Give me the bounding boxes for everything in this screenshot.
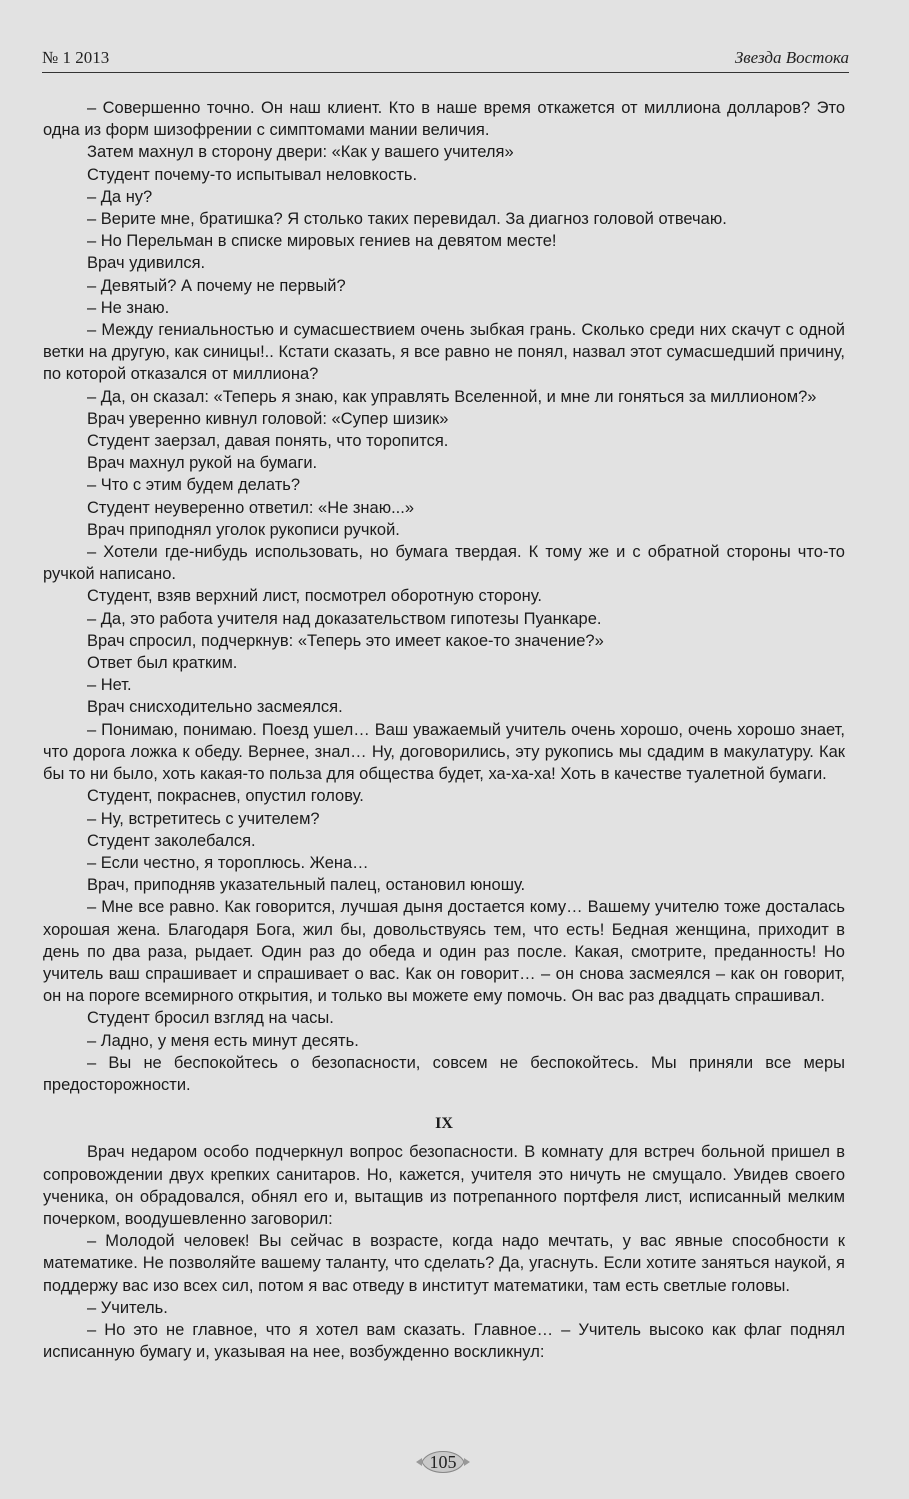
paragraph: Врач спросил, подчеркнув: «Теперь это имеет какое-то значение?»: [87, 631, 604, 650]
paragraph: – Да ну?: [87, 187, 153, 206]
paragraph: Врач, приподняв указательный палец, остановил юношу.: [87, 876, 526, 895]
chapter-heading: IX: [435, 1115, 453, 1133]
paragraph: – Нет.: [87, 676, 132, 695]
paragraph: – Учитель.: [87, 1298, 168, 1317]
paragraph: – Девятый? А почему не первый?: [87, 276, 346, 295]
paragraph: Врач недаром особо подчеркнул вопрос безопасности. В комнату для встреч больной пришел в сопровождении двух крепких санитаров. Но, кажется, учителя это ничуть не смущало. Увидев своего ученика, он обрадовался, обнял его и, вытащив из потрепанного портфеля лист, исписанный мелким почерком, воодушевленно заговорил:: [43, 1143, 845, 1228]
paragraph: Студент, взяв верхний лист, посмотрел оборотную сторону.: [87, 587, 542, 606]
paragraph: – Совершенно точно. Он наш клиент. Кто в наше время откажется от миллиона долларов? Это одна из форм шизофрении с симптомами мании величия.: [43, 99, 845, 140]
paragraph: Студент почему-то испытывал неловкость.: [87, 165, 418, 184]
page-number: 105: [429, 1451, 457, 1472]
paragraph: Студент заколебался.: [87, 831, 256, 850]
paragraph: – Что с этим будем делать?: [87, 476, 301, 495]
page-number-badge: [414, 1442, 472, 1482]
paragraph: – Да, он сказал: «Теперь я знаю, как управлять Вселенной, и мне ли гоняться за миллионом?»: [87, 387, 817, 406]
paragraph: – Если честно, я тороплюсь. Жена…: [87, 853, 369, 872]
paragraph: – Ну, встретитесь с учителем?: [87, 809, 320, 828]
paragraph: Студент бросил взгляд на часы.: [87, 1009, 334, 1028]
paragraph: – Верите мне, братишка? Я столько таких перевидал. За диагноз головой отвечаю.: [87, 210, 727, 229]
paragraph: Врач уверенно кивнул головой: «Супер шизик»: [87, 409, 449, 428]
paragraph: Ответ был кратким.: [87, 654, 238, 673]
paragraph: – Мне все равно. Как говорится, лучшая дыня достается кому… Вашему учителю тоже досталась хорошая жена. Благодаря Бога, жил бы, довольствуясь тем, что есть! Бедная женщина, приходит в день по два раза, рыдает. Один раз до обеда и один раз после. Какая, смотрите, преданность! Но учитель ваш спрашивает и спрашивает о вас. Как он говорит… – он снова засмеялся – как он говорит, он на пороге всемирного открытия, и только вы можете ему помочь. Он вас раз двадцать спрашивал.: [43, 898, 845, 1006]
paragraph: – Но это не главное, что я хотел вам сказать. Главное… – Учитель высоко как флаг поднял исписанную бумагу и, указывая на нее, возбужденно воскликнул:: [43, 1320, 845, 1362]
paragraph: – Не знаю.: [87, 298, 170, 317]
paragraph: Студент заерзал, давая понять, что торопится.: [87, 432, 449, 451]
paragraph: – Ладно, у меня есть минут десять.: [87, 1031, 359, 1050]
paragraph: – Вы не беспокойтесь о безопасности, совсем не беспокойтесь. Мы приняли все меры предосторожности.: [43, 1053, 845, 1094]
running-header: [42, 46, 849, 73]
paragraph: Студент неуверенно ответил: «Не знаю...»: [87, 498, 415, 517]
paragraph: – Но Перельман в списке мировых гениев на девятом месте!: [87, 232, 557, 251]
paragraph: Врач удивился.: [87, 254, 206, 273]
paragraph: – Хотели где-нибудь использовать, но бумага твердая. К тому же и с обратной стороны что-то ручкой написано.: [43, 543, 845, 584]
body-text: [43, 97, 845, 1363]
paragraph: – Молодой человек! Вы сейчас в возрасте, когда надо мечтать, у вас явные способности к математике. Не позволяйте вашему таланту, что сделать? Да, угаснуть. Если хотите заняться наукой, я поддержу вас изо всех сил, потом я вас отведу в институт математики, там есть светлые головы.: [43, 1232, 845, 1295]
paragraph: Затем махнул в сторону двери: «Как у вашего учителя»: [87, 143, 514, 162]
paragraph: – Понимаю, понимаю. Поезд ушел… Ваш уважаемый учитель очень хорошо, очень хорошо знает, что дорога ложка к обеду. Вернее, знал… Ну, договорились, эту рукопись мы сдадим в макулатуру. Как бы то ни было, хоть какая-то польза для общества будет, ха-ха-ха! Хоть в качестве туалетной бумаги.: [43, 720, 845, 784]
paragraph: – Между гениальностью и сумасшествием очень зыбкая грань. Сколько среди них скачут с одной ветки на другую, как синицы!.. Кстати сказать, я все равно не понял, назвал этот сумасшедший причину, по которой отказался от миллиона?: [43, 321, 845, 384]
paragraph: Врач приподнял уголок рукописи ручкой.: [87, 520, 400, 539]
paragraph: – Да, это работа учителя над доказательством гипотезы Пуанкаре.: [87, 609, 602, 628]
paragraph: Студент, покраснев, опустил голову.: [87, 787, 364, 806]
paragraph: Врач снисходительно засмеялся.: [87, 698, 343, 717]
paragraph: Врач махнул рукой на бумаги.: [87, 454, 318, 473]
issue-label: № 1 2013: [42, 48, 110, 67]
journal-title: Звезда Востока: [734, 48, 849, 67]
